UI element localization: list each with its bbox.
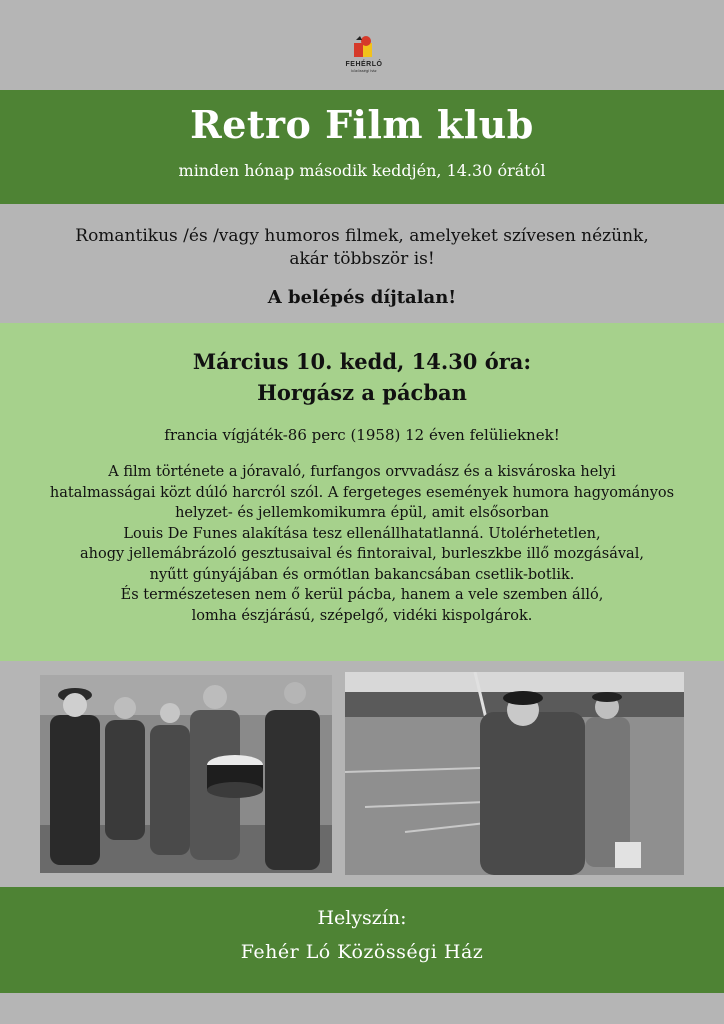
venue-label: Helyszín: bbox=[317, 907, 407, 929]
footer-band bbox=[0, 887, 724, 993]
horse-logo-icon bbox=[351, 34, 377, 60]
film-still-right bbox=[345, 672, 684, 875]
description-line: És természetesen nem ő kerül pácba, hanem a vele szemben álló, bbox=[120, 587, 604, 603]
description-line: hatalmasságai közt dúló harcról szól. A fergeteges események humora hagyományos bbox=[49, 484, 675, 501]
intro-line: akár többször is! bbox=[289, 249, 435, 269]
logo-subtitle: közösségi ház bbox=[351, 68, 377, 73]
logo-name: FEHÉRLÓ bbox=[345, 61, 383, 68]
event-date: Március 10. kedd, 14.30 óra: bbox=[192, 349, 532, 374]
description-line: ahogy jellemábrázoló gesztusaival és fintoraival, burleszkbe illő mozgásával, bbox=[80, 546, 644, 562]
intro-line: Romantikus /és /vagy humoros filmek, amelyeket szívesen nézünk, bbox=[75, 226, 649, 246]
header-band bbox=[0, 90, 724, 204]
schedule-text: minden hónap második keddjén, 14.30 órától bbox=[178, 161, 546, 180]
description-line: nyűtt gúnyájában és ormótlan bakancsában csetlik-botlik. bbox=[149, 566, 575, 583]
description-line: Louis De Funes alakítása tesz ellenállhatatlanná. Utolérhetetlen, bbox=[123, 525, 601, 542]
description-line: lomha észjárású, szépelgő, vidéki kispolgárok. bbox=[191, 607, 533, 624]
page-title: Retro Film klub bbox=[190, 102, 534, 147]
film-description bbox=[0, 462, 724, 626]
description-line: A film története a jóravaló, furfangos orvvadász és a kisvároska helyi bbox=[108, 464, 616, 480]
logo bbox=[340, 34, 388, 80]
venue-name: Fehér Ló Közösségi Ház bbox=[240, 941, 484, 963]
free-entry-text: A belépés díjtalan! bbox=[267, 287, 457, 308]
event-section bbox=[0, 323, 724, 661]
film-info: francia vígjáték-86 perc (1958) 12 éven felülieknek! bbox=[164, 426, 560, 444]
description-line: helyzet- és jellemkomikumra épül, amit elsősorban bbox=[175, 505, 549, 521]
film-still-left bbox=[40, 675, 332, 873]
event-title: Horgász a pácban bbox=[257, 380, 467, 405]
intro-text bbox=[0, 225, 724, 271]
